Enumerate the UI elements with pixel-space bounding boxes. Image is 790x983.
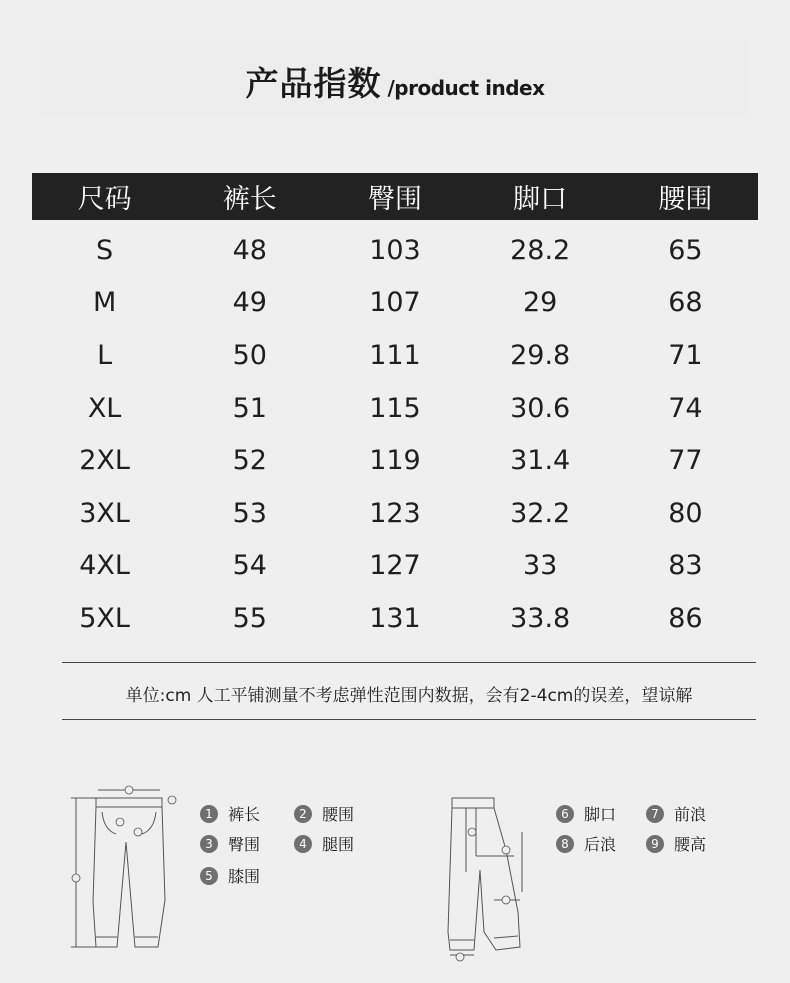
table-cell: 50: [232, 339, 267, 371]
table-cell: 3XL: [79, 497, 130, 529]
header-waist: 腰围: [613, 173, 758, 220]
legend-item: [294, 832, 354, 855]
table-cell: 83: [668, 550, 703, 582]
legend-label: 后浪: [584, 835, 617, 854]
table-cell: L: [97, 339, 113, 371]
table-cell: 86: [668, 602, 703, 634]
table-cell: 103: [369, 234, 421, 266]
legend-item: [556, 802, 616, 825]
header-hip: 臀围: [322, 173, 467, 220]
table-cell: 71: [668, 339, 703, 371]
table-cell: 127: [369, 550, 421, 582]
table-cell: 111: [369, 339, 421, 371]
title-chinese: 产品指数: [245, 64, 382, 103]
table-cell: 65: [668, 234, 703, 266]
table-cell: 115: [369, 392, 421, 424]
table-row: [32, 487, 758, 540]
legend-item: [294, 802, 354, 825]
legend-item: [200, 802, 260, 825]
legend-label: 膝围: [228, 867, 261, 886]
table-cell: 80: [668, 497, 703, 529]
table-cell: 29.8: [510, 339, 571, 371]
table-cell: 131: [369, 602, 421, 634]
table-cell: 119: [369, 445, 421, 477]
table-cell: 49: [232, 287, 267, 319]
table-cell: 123: [369, 497, 421, 529]
table-cell: 52: [232, 445, 267, 477]
table-row: [32, 329, 758, 382]
table-cell: M: [92, 287, 117, 319]
legend-item: [646, 832, 706, 855]
table-header-row: [32, 173, 758, 220]
header-hem: 脚口: [468, 173, 613, 220]
table-cell: 55: [232, 602, 267, 634]
table-cell: 51: [232, 392, 267, 424]
table-row: [32, 592, 758, 645]
title-english: /product index: [387, 76, 545, 100]
pants-side-diagram: [436, 792, 541, 964]
table-row: [32, 434, 758, 487]
table-cell: XL: [87, 392, 122, 424]
legend-label: 裤长: [228, 805, 261, 824]
legend-number: 6: [556, 805, 574, 823]
table-row: [32, 540, 758, 593]
table-cell: 33: [522, 550, 558, 582]
legend-item: [200, 832, 260, 855]
legend-number: 7: [646, 805, 664, 823]
table-cell: 48: [232, 234, 267, 266]
size-table: [32, 173, 758, 645]
note-divider-bottom: [62, 719, 756, 720]
legend-number: 1: [200, 805, 218, 823]
legend-label: 脚口: [584, 805, 617, 824]
page-title: [0, 58, 790, 105]
table-cell: 74: [668, 392, 703, 424]
table-cell: 2XL: [79, 445, 130, 477]
table-cell: 29: [522, 287, 558, 319]
header-length: 裤长: [177, 173, 322, 220]
legend-number: 2: [294, 805, 312, 823]
table-cell: 31.4: [510, 445, 571, 477]
legend-label: 前浪: [674, 805, 707, 824]
table-row: [32, 382, 758, 435]
legend-number: 9: [646, 835, 664, 853]
table-cell: 5XL: [79, 602, 130, 634]
legend-item: [556, 832, 616, 855]
table-row: [32, 277, 758, 330]
table-cell: 30.6: [510, 392, 571, 424]
legend-number: 4: [294, 835, 312, 853]
table-cell: 77: [668, 445, 703, 477]
legend-label: 臀围: [228, 835, 261, 854]
legend-number: 5: [200, 867, 218, 885]
table-cell: 68: [668, 287, 703, 319]
legend-number: 3: [200, 835, 218, 853]
legend-label: 腿围: [322, 835, 355, 854]
legend-number: 8: [556, 835, 574, 853]
table-cell: 53: [232, 497, 267, 529]
legend-label: 腰围: [322, 805, 355, 824]
legend-item: [646, 802, 706, 825]
table-cell: 54: [232, 550, 267, 582]
table-cell: 28.2: [510, 234, 571, 266]
table-row: [32, 220, 758, 277]
table-cell: S: [96, 234, 114, 266]
pants-front-diagram: [62, 782, 182, 954]
table-cell: 4XL: [79, 550, 130, 582]
table-cell: 107: [369, 287, 421, 319]
note-divider-top: [62, 662, 756, 663]
table-cell: 32.2: [510, 497, 571, 529]
table-cell: 33.8: [510, 602, 571, 634]
header-size: 尺码: [32, 173, 177, 220]
legend-label: 腰高: [674, 835, 707, 854]
measurement-note: 单位:cm 人工平铺测量不考虑弹性范围内数据，会有2-4cm的误差，望谅解: [125, 686, 693, 706]
legend-item: [200, 864, 260, 887]
